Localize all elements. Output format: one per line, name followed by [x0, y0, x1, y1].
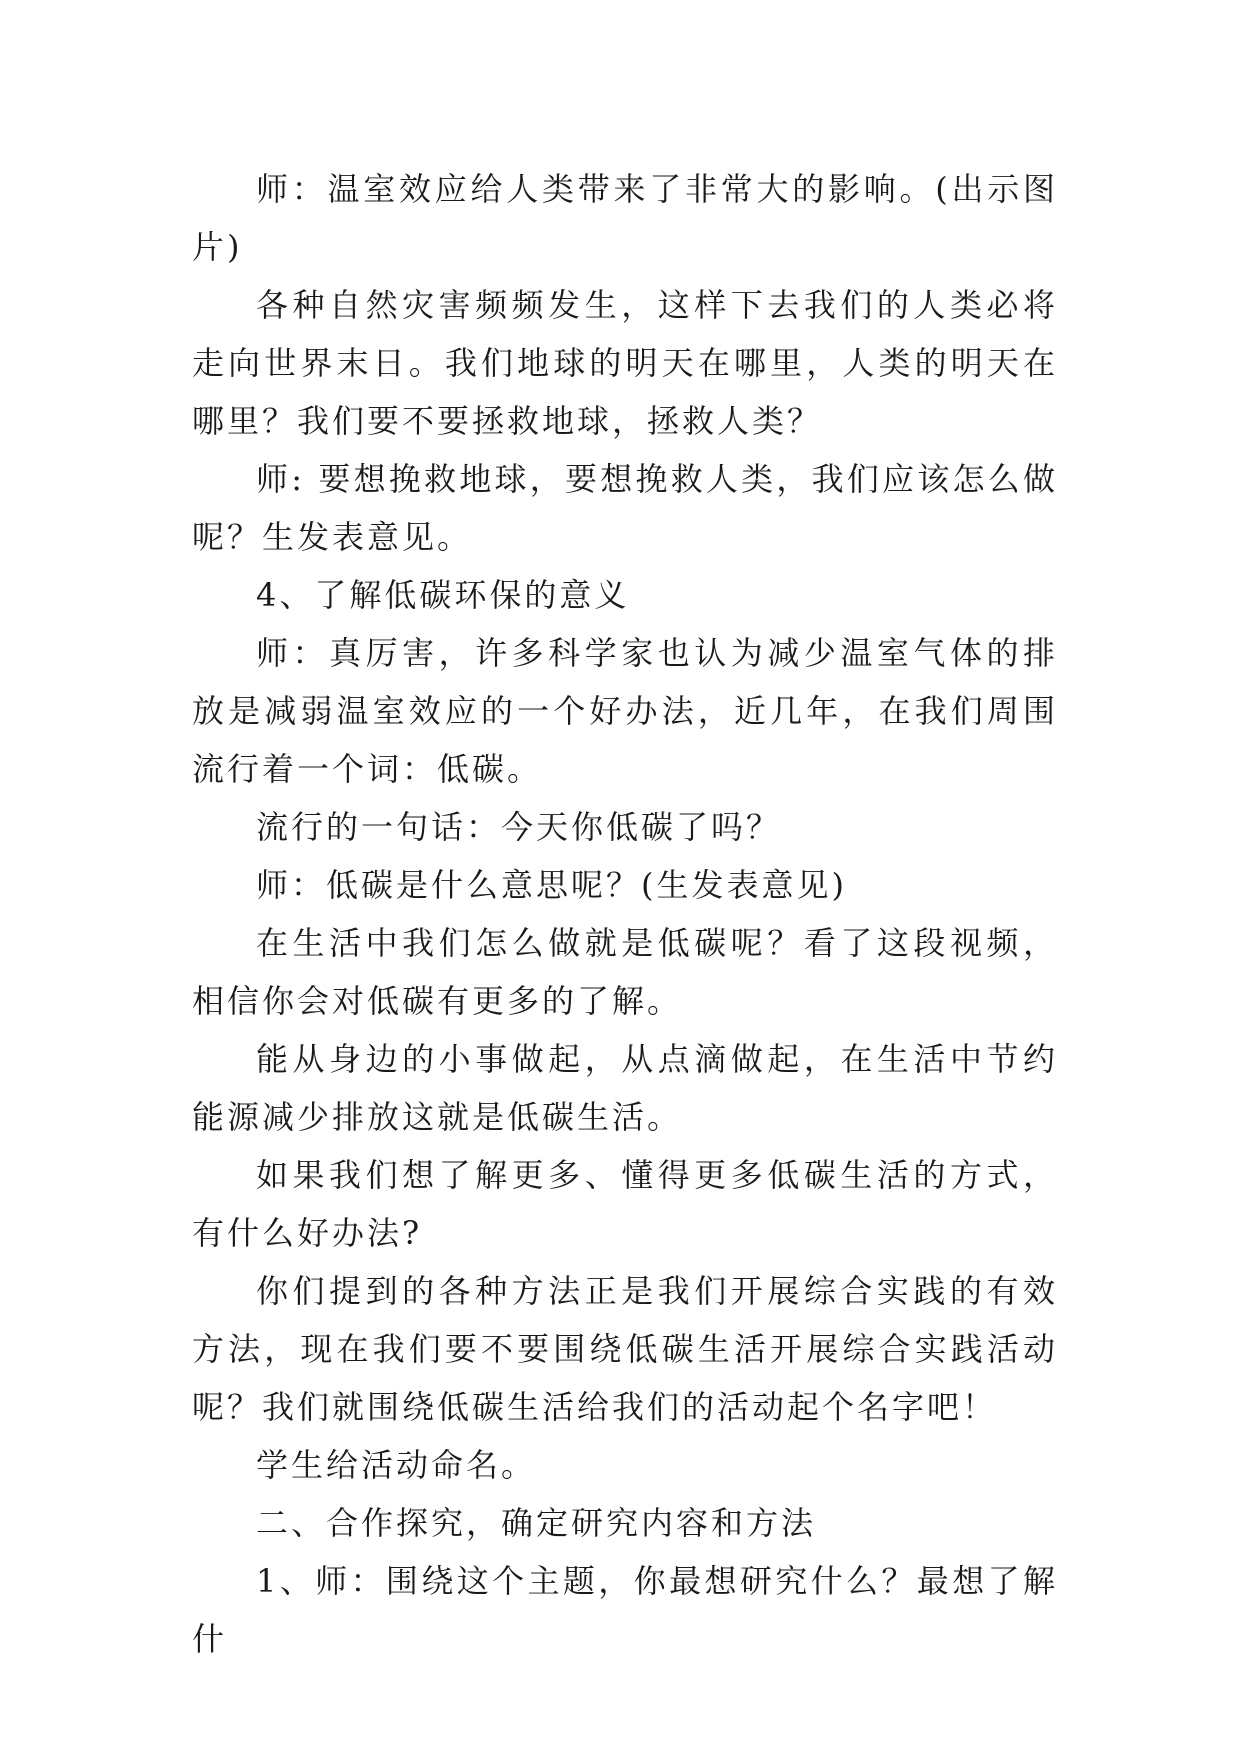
- paragraph-6: 流行的一句话：今天你低碳了吗？: [256, 808, 782, 846]
- paragraph-1: 师：温室效应给人类带来了非常大的影响。(出示图片): [192, 170, 1058, 266]
- paragraph-14: 1、师：围绕这个主题，你最想研究什么？最想了解什: [192, 1562, 1058, 1658]
- paragraph-11: 你们提到的各种方法正是我们开展综合实践的有效方法，现在我们要不要围绕低碳生活开展综合实践活动呢？我们就围绕低碳生活给我们的活动起个名字吧！: [192, 1272, 1058, 1426]
- paragraph-12: 学生给活动命名。: [256, 1446, 537, 1484]
- paragraph-2: 各种自然灾害频频发生，这样下去我们的人类必将走向世界末日。我们地球的明天在哪里，人类的明天在哪里？我们要不要拯救地球，拯救人类？: [192, 286, 1058, 440]
- paragraph-3: 师: 要想挽救地球，要想挽救人类，我们应该怎么做呢？生发表意见。: [192, 460, 1058, 556]
- section-heading-4: 4、了解低碳环保的意义: [256, 576, 630, 614]
- document-body: [192, 160, 1058, 1668]
- paragraph-9: 能从身边的小事做起，从点滴做起，在生活中节约能源减少排放这就是低碳生活。: [192, 1040, 1058, 1136]
- paragraph-7: 师：低碳是什么意思呢？(生发表意见): [256, 866, 847, 904]
- paragraph-5: 师：真厉害，许多科学家也认为减少温室气体的排放是减弱温室效应的一个好办法，近几年，在我们周围流行着一个词：低碳。: [192, 634, 1058, 788]
- paragraph-8: 在生活中我们怎么做就是低碳呢？看了这段视频，相信你会对低碳有更多的了解。: [192, 924, 1058, 1020]
- section-heading-2: 二、合作探究，确定研究内容和方法: [256, 1504, 817, 1542]
- paragraph-10: 如果我们想了解更多、懂得更多低碳生活的方式，有什么好办法?: [192, 1156, 1058, 1252]
